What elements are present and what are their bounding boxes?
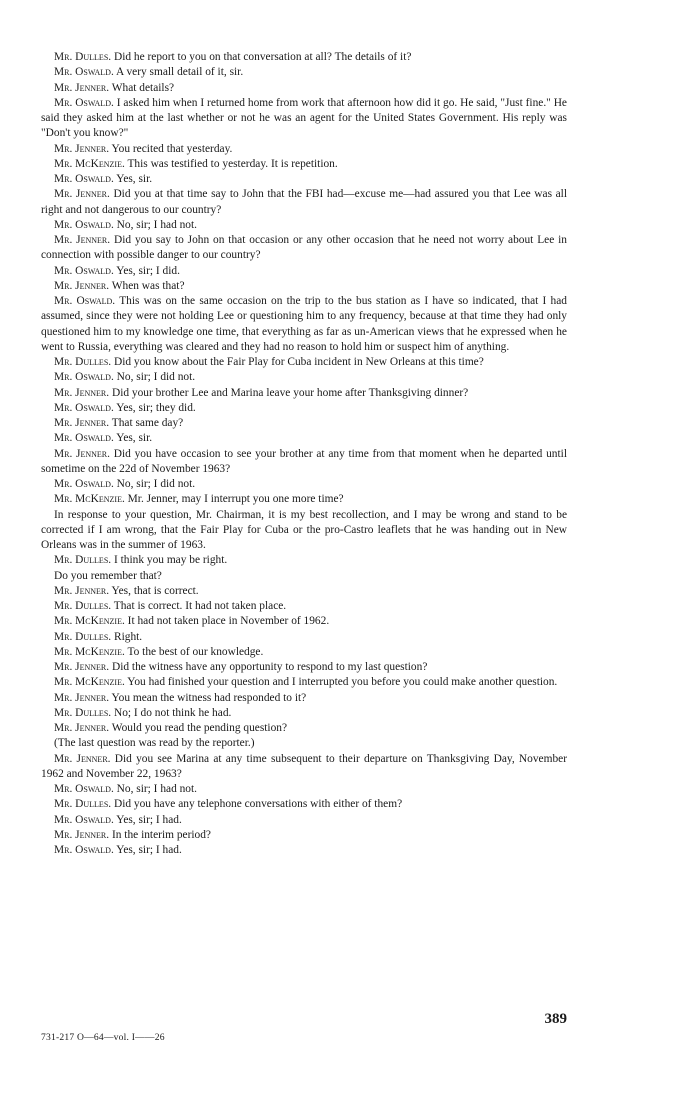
transcript-paragraph bbox=[41, 691, 567, 706]
transcript-paragraph bbox=[41, 218, 567, 233]
paragraph-text: What details? bbox=[111, 81, 175, 94]
paragraph-text: Did your brother Lee and Marina leave your home after Thanksgiving dinner? bbox=[111, 386, 469, 399]
transcript-paragraph bbox=[41, 782, 567, 797]
page-number: 389 bbox=[544, 1011, 567, 1027]
transcript-paragraph bbox=[41, 447, 567, 478]
paragraph-text: Yes, sir. bbox=[116, 173, 153, 185]
paragraph-text: Right. bbox=[113, 630, 143, 643]
speaker-name: Mr. Jenner. bbox=[54, 584, 110, 597]
speaker-name: Mr. Dulles. bbox=[54, 51, 112, 63]
transcript-paragraph bbox=[41, 157, 567, 172]
transcript-paragraph bbox=[41, 233, 567, 264]
transcript-paragraph bbox=[41, 386, 567, 401]
paragraph-text: That is correct. It had not taken place. bbox=[113, 600, 287, 612]
speaker-name: Mr. McKenzie. bbox=[54, 676, 125, 689]
transcript-paragraph bbox=[41, 675, 567, 690]
speaker-name: Mr. Oswald. bbox=[54, 844, 114, 856]
transcript-paragraph bbox=[41, 584, 567, 599]
speaker-name: Mr. Jenner. bbox=[54, 447, 110, 460]
speaker-name: Mr. Dulles. bbox=[54, 356, 112, 368]
transcript-paragraph bbox=[41, 599, 567, 614]
transcript-paragraph bbox=[41, 553, 567, 568]
speaker-name: Mr. Dulles. bbox=[54, 554, 112, 567]
paragraph-text: You had finished your question and I interrupted you before you could make another question. bbox=[127, 676, 558, 689]
transcript-paragraph bbox=[41, 736, 567, 751]
speaker-name: Mr. Oswald. bbox=[54, 813, 114, 826]
transcript-paragraph bbox=[41, 645, 567, 660]
paragraph-text: I think you may be right. bbox=[113, 554, 228, 567]
paragraph-text: Did you say to John on that occasion or any other occasion that he need not worry about Lee in connection with possible danger to our country? bbox=[41, 234, 567, 262]
transcript-body bbox=[41, 50, 567, 858]
paragraph-text: Did he report to you on that conversation at all? The details of it? bbox=[113, 51, 412, 63]
speaker-name: Mr. Oswald. bbox=[54, 218, 114, 231]
transcript-paragraph bbox=[41, 828, 567, 843]
paragraph-text: Yes, that is correct. bbox=[111, 584, 199, 597]
transcript-paragraph bbox=[41, 65, 567, 80]
paragraph-text: Did you have any telephone conversations with either of them? bbox=[113, 798, 403, 811]
paragraph-text: This was on the same occasion on the trip to the bus station as I have so indicated, that I had assumed, since they were not holding Lee or questioning him to any frequency, because at that time they had only questioned him to my knowledge one time, that everything as far as un-American views that he expressed when he went to Russia, everything was cleared and they had no reason to hold him or suspect him of anything. bbox=[41, 295, 567, 353]
transcript-paragraph bbox=[41, 416, 567, 431]
paragraph-text: Did you see Marina at any time subsequent to their departure on Thanksgiving Day, November 1962 and November 22, 1963? bbox=[41, 752, 567, 780]
paragraph-text: Did you know about the Fair Play for Cuba incident in New Orleans at this time? bbox=[113, 356, 484, 368]
speaker-name: Mr. Jenner. bbox=[54, 81, 110, 94]
speaker-name: Mr. Oswald. bbox=[54, 432, 114, 445]
print-code-footer: 731-217 O—64—vol. I——26 bbox=[41, 1032, 165, 1043]
transcript-paragraph bbox=[41, 431, 567, 446]
speaker-name: Mr. Jenner. bbox=[54, 279, 110, 292]
transcript-page bbox=[41, 50, 567, 858]
speaker-name: Mr. Jenner. bbox=[54, 142, 110, 155]
transcript-paragraph bbox=[41, 614, 567, 629]
paragraph-text: This was testified to yesterday. It is repetition. bbox=[127, 157, 338, 170]
paragraph-text: I asked him when I returned home from work that afternoon how did it go. He said, "Just fine." He said they asked him at the last whether or not he was an agent for the United States Government. His reply was "Don't you know?" bbox=[41, 96, 567, 140]
transcript-paragraph bbox=[41, 264, 567, 279]
paragraph-text: No, sir; I had not. bbox=[116, 218, 198, 231]
paragraph-text: Do you remember that? bbox=[54, 569, 162, 582]
transcript-paragraph bbox=[41, 569, 567, 584]
paragraph-text: Yes, sir. bbox=[116, 432, 153, 445]
paragraph-text: It had not taken place in November of 1962. bbox=[127, 615, 330, 628]
transcript-paragraph bbox=[41, 81, 567, 96]
paragraph-text: Yes, sir; I had. bbox=[116, 813, 182, 826]
transcript-paragraph bbox=[41, 752, 567, 783]
paragraph-text: In response to your question, Mr. Chairman, it is my best recollection, and I may be wrong and stand to be corrected if I am wrong, that the Fair Play for Cuba or the pro-Castro leaflets that he was handing out in New Orleans was in the summer of 1963. bbox=[41, 508, 567, 551]
speaker-name: Mr. Oswald. bbox=[54, 264, 114, 277]
transcript-paragraph bbox=[41, 660, 567, 675]
speaker-name: Mr. McKenzie. bbox=[54, 493, 125, 506]
paragraph-text: Did you have occasion to see your brother at any time from that moment when he departed until sometime on the 22d of November 1963? bbox=[41, 447, 567, 475]
transcript-paragraph bbox=[41, 96, 567, 142]
paragraph-text: When was that? bbox=[111, 279, 185, 292]
transcript-paragraph bbox=[41, 355, 567, 370]
paragraph-text: Yes, sir; I did. bbox=[116, 264, 180, 277]
transcript-paragraph bbox=[41, 797, 567, 812]
transcript-paragraph bbox=[41, 630, 567, 645]
transcript-paragraph bbox=[41, 492, 567, 507]
speaker-name: Mr. Jenner. bbox=[54, 691, 110, 704]
transcript-paragraph bbox=[41, 172, 567, 187]
speaker-name: Mr. Dulles. bbox=[54, 798, 112, 811]
transcript-paragraph bbox=[41, 370, 567, 385]
speaker-name: Mr. Jenner. bbox=[54, 234, 111, 246]
paragraph-text: (The last question was read by the reporter.) bbox=[54, 737, 255, 750]
speaker-name: Mr. Oswald. bbox=[54, 173, 114, 185]
speaker-name: Mr. Oswald. bbox=[54, 66, 114, 79]
paragraph-text: Mr. Jenner, may I interrupt you one more time? bbox=[127, 493, 344, 506]
speaker-name: Mr. Oswald. bbox=[54, 371, 114, 384]
paragraph-text: Yes, sir; I had. bbox=[116, 844, 182, 856]
paragraph-text: No, sir; I did not. bbox=[116, 478, 196, 490]
transcript-paragraph bbox=[41, 721, 567, 736]
transcript-paragraph bbox=[41, 279, 567, 294]
transcript-paragraph bbox=[41, 706, 567, 721]
speaker-name: Mr. Dulles. bbox=[54, 630, 112, 643]
paragraph-text: Would you read the pending question? bbox=[111, 722, 288, 734]
speaker-name: Mr. McKenzie. bbox=[54, 157, 125, 170]
paragraph-text: That same day? bbox=[111, 417, 184, 429]
paragraph-text: Did the witness have any opportunity to respond to my last question? bbox=[111, 661, 428, 673]
paragraph-text: Yes, sir; they did. bbox=[116, 401, 196, 414]
paragraph-text: No; I do not think he had. bbox=[113, 706, 232, 719]
paragraph-text: You mean the witness had responded to it? bbox=[111, 691, 307, 704]
speaker-name: Mr. Dulles. bbox=[54, 706, 112, 719]
speaker-name: Mr. Jenner. bbox=[54, 188, 110, 201]
speaker-name: Mr. McKenzie. bbox=[54, 645, 125, 658]
transcript-paragraph bbox=[41, 508, 567, 554]
paragraph-text: No, sir; I did not. bbox=[116, 371, 196, 384]
paragraph-text: In the interim period? bbox=[111, 828, 211, 841]
speaker-name: Mr. Oswald. bbox=[54, 783, 114, 795]
speaker-name: Mr. Oswald. bbox=[54, 401, 114, 414]
transcript-paragraph bbox=[41, 843, 567, 858]
transcript-paragraph bbox=[41, 294, 567, 355]
transcript-paragraph bbox=[41, 50, 567, 65]
speaker-name: Mr. Oswald. bbox=[54, 295, 116, 307]
transcript-paragraph bbox=[41, 401, 567, 416]
speaker-name: Mr. McKenzie. bbox=[54, 615, 125, 628]
paragraph-text: To the best of our knowledge. bbox=[127, 645, 264, 658]
transcript-paragraph bbox=[41, 142, 567, 157]
speaker-name: Mr. Jenner. bbox=[54, 752, 111, 765]
transcript-paragraph bbox=[41, 813, 567, 828]
transcript-paragraph bbox=[41, 187, 567, 218]
paragraph-text: You recited that yesterday. bbox=[111, 142, 233, 155]
speaker-name: Mr. Jenner. bbox=[54, 661, 110, 673]
speaker-name: Mr. Oswald. bbox=[54, 96, 114, 109]
paragraph-text: A very small detail of it, sir. bbox=[116, 66, 244, 79]
speaker-name: Mr. Oswald. bbox=[54, 478, 114, 490]
speaker-name: Mr. Jenner. bbox=[54, 722, 110, 734]
speaker-name: Mr. Jenner. bbox=[54, 417, 110, 429]
transcript-paragraph bbox=[41, 477, 567, 492]
paragraph-text: No, sir; I had not. bbox=[116, 783, 198, 795]
speaker-name: Mr. Jenner. bbox=[54, 828, 110, 841]
paragraph-text: Did you at that time say to John that the FBI had—excuse me—had assured you that Lee was all right and not dangerous to our country? bbox=[41, 188, 567, 216]
speaker-name: Mr. Jenner. bbox=[54, 386, 110, 399]
speaker-name: Mr. Dulles. bbox=[54, 600, 112, 612]
